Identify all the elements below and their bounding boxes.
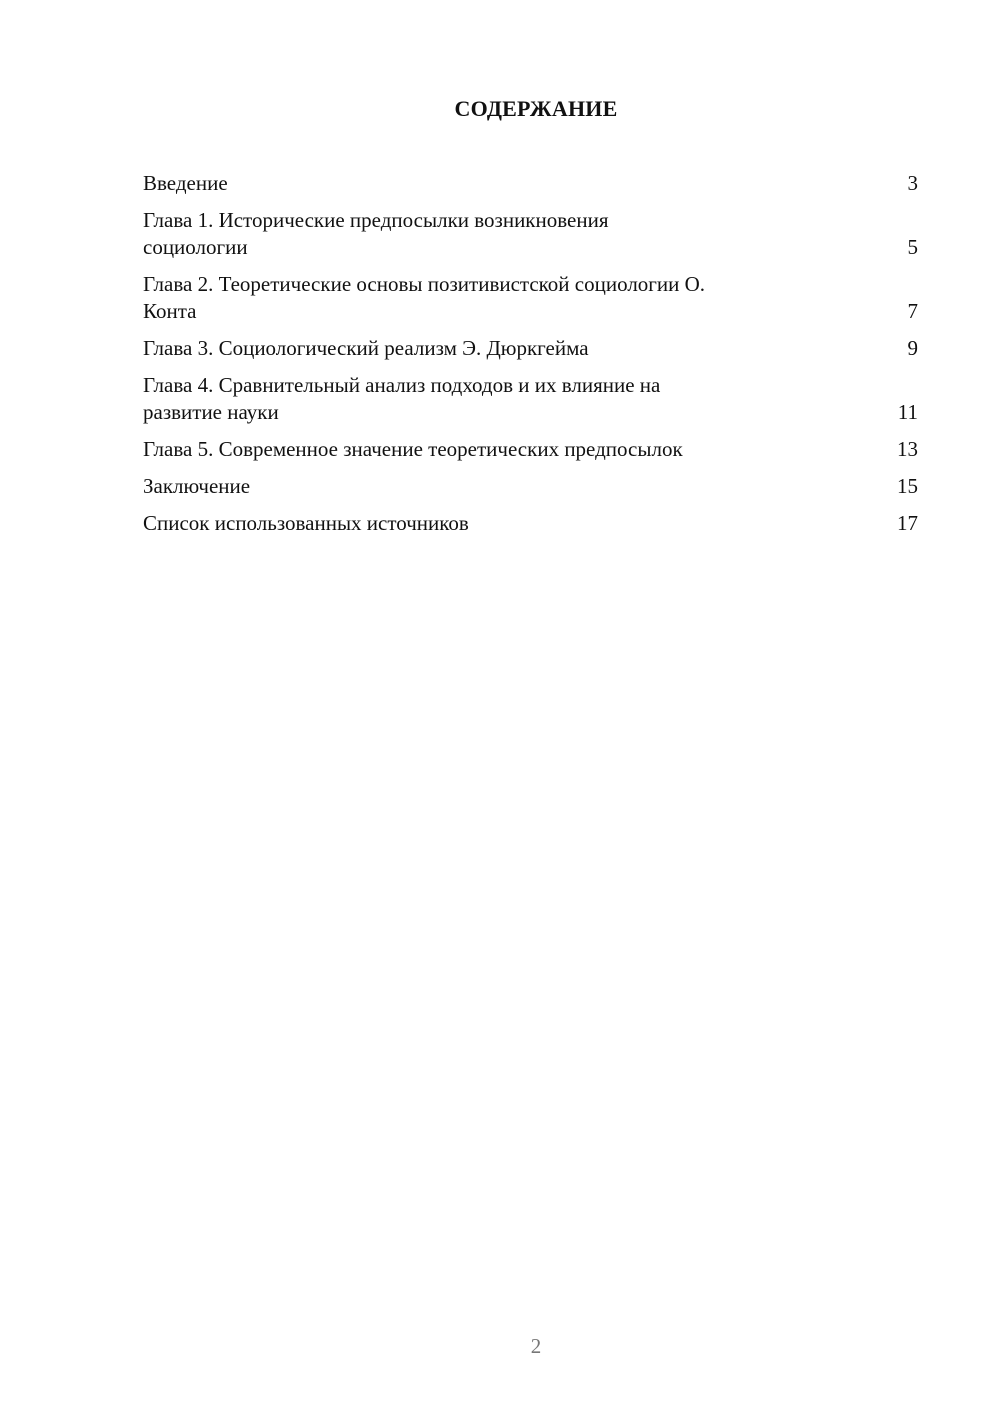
page-number: 2 <box>530 1334 542 1358</box>
toc-entry-chapter-1 <box>143 207 918 261</box>
toc-entry-text: Список использованных источников <box>143 511 469 535</box>
toc-entry-text: Глава 3. Социологический реализм Э. Дюркгейма <box>143 336 589 360</box>
toc-entry-text-line1: Глава 4. Сравнительный анализ подходов и их влияние на <box>143 373 661 397</box>
toc-entry-page: 5 <box>907 235 918 259</box>
toc-entry-text: Глава 5. Современное значение теоретических предпосылок <box>143 437 683 461</box>
toc-entry-text-line2: развитие науки <box>143 400 279 424</box>
toc-entry-page: 15 <box>897 474 918 498</box>
toc-entry-text: Заключение <box>143 474 251 498</box>
toc-entry-references <box>143 510 918 537</box>
toc-entry-page: 11 <box>897 400 918 424</box>
toc-entry-text: Введение <box>143 171 228 195</box>
toc-entry-text-line1: Глава 2. Теоретические основы позитивистской социологии О. <box>143 272 706 296</box>
toc-entry-page: 13 <box>897 437 918 461</box>
toc-title: СОДЕРЖАНИЕ <box>454 96 618 121</box>
toc-entry-text-line1: Глава 1. Исторические предпосылки возникновения <box>143 208 609 232</box>
toc-entry-chapter-3 <box>143 335 918 362</box>
table-of-contents <box>143 170 918 547</box>
toc-entry-chapter-2 <box>143 271 918 325</box>
toc-entry-page: 17 <box>897 511 918 535</box>
toc-entry-text-line2: Конта <box>143 299 197 323</box>
toc-entry-page: 9 <box>907 336 918 360</box>
toc-entry-page: 7 <box>907 299 918 323</box>
toc-entry-chapter-4 <box>143 372 918 426</box>
toc-entry-introduction <box>143 170 918 197</box>
toc-entry-page: 3 <box>907 171 918 195</box>
toc-entry-chapter-5 <box>143 436 918 463</box>
toc-entry-text-line2: социологии <box>143 235 248 259</box>
toc-entry-conclusion <box>143 473 918 500</box>
